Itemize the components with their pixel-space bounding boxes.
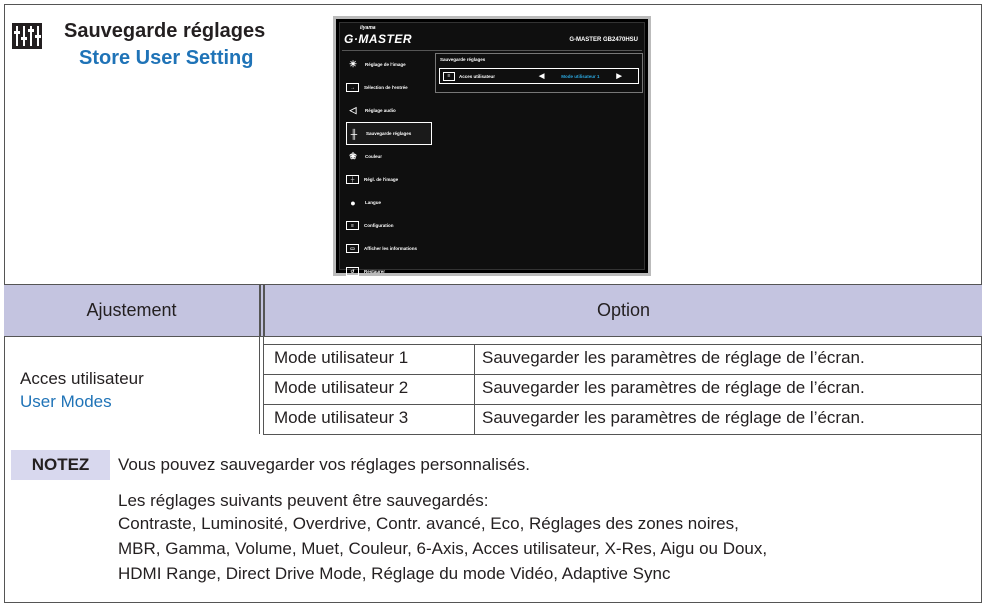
osd-submenu-row[interactable] [439, 68, 639, 84]
restore-icon: ↺ [346, 267, 359, 276]
osd-menu-item[interactable]: ┼ Régl. de l'image [346, 168, 432, 191]
note-line: HDMI Range, Direct Drive Mode, Réglage du mode Vidéo, Adaptive Sync [118, 564, 671, 583]
osd-menu-item[interactable]: ● Langue [346, 191, 432, 214]
osd-menu-item[interactable]: ↺ Restaurer [346, 260, 432, 283]
table-row-option: Mode utilisateur 2 [274, 378, 409, 397]
osd-brand-logo: G·MASTER [344, 32, 412, 46]
brightness-icon: ☀ [348, 59, 358, 69]
arrow-left-icon[interactable]: ◀ [539, 73, 545, 80]
osd-menu [346, 53, 432, 283]
arrow-right-icon[interactable]: ▶ [616, 73, 622, 80]
osd-divider [342, 50, 642, 51]
table-header [4, 285, 982, 336]
table-row-option: Mode utilisateur 1 [274, 348, 409, 367]
info-icon: ▭ [346, 244, 359, 253]
user-mode-icon: ≡ [443, 72, 455, 81]
divider [4, 336, 982, 337]
note-badge: NOTEZ [11, 450, 110, 480]
note-line: Vous pouvez sauvegarder vos réglages personnalisés. [118, 455, 531, 474]
page-title: Sauvegarde réglages [64, 20, 266, 42]
image-adjust-icon: ┼ [346, 175, 359, 184]
osd-submenu-value: Mode utilisateur 1 [561, 73, 600, 79]
osd-menu-item[interactable]: ☀ Réglage de l'image [346, 53, 432, 76]
osd-menu-item[interactable]: ≡ Configuration [346, 214, 432, 237]
divider [263, 434, 982, 435]
osd-brand-small: iiyama [360, 25, 376, 31]
divider [263, 374, 982, 375]
speaker-icon: ◁ [349, 105, 357, 115]
divider [263, 404, 982, 405]
page-subtitle: Store User Setting [79, 47, 254, 69]
note-line: Les réglages suivants peuvent être sauvegardés: [118, 491, 489, 510]
adjust-label-en: User Modes [20, 392, 112, 411]
note-line: Contraste, Luminosité, Overdrive, Contr. avancé, Eco, Réglages des zones noires, [118, 514, 739, 533]
sliders-icon: ╫ [350, 128, 358, 139]
osd-submenu-item-label: Acces utilisateur [459, 73, 496, 79]
osd-menu-item-active[interactable]: ╫ Sauvegarde réglages [346, 122, 432, 145]
osd-submenu [435, 53, 643, 93]
store-settings-sliders-icon [12, 23, 42, 49]
adjust-label-fr: Acces utilisateur [20, 369, 144, 388]
table-row-desc: Sauvegarder les paramètres de réglage de l’écran. [482, 408, 865, 427]
table-row-option: Mode utilisateur 3 [274, 408, 409, 427]
color-icon: ❀ [349, 151, 357, 161]
divider [259, 285, 261, 336]
table-row-desc: Sauvegarder les paramètres de réglage de l’écran. [482, 348, 865, 367]
osd-submenu-title: Sauvegarde réglages [440, 57, 486, 62]
table-row-desc: Sauvegarder les paramètres de réglage de l’écran. [482, 378, 865, 397]
note-line: MBR, Gamma, Volume, Muet, Couleur, 6-Axis, Acces utilisateur, X-Res, Aigu ou Doux, [118, 539, 768, 558]
osd-screenshot [333, 16, 651, 276]
divider [474, 344, 475, 434]
osd-menu-item[interactable]: ◁ Réglage audio [346, 99, 432, 122]
header-adjust: Ajustement [86, 300, 177, 320]
divider [259, 337, 260, 434]
configuration-icon: ≡ [346, 221, 359, 230]
header-option: Option [596, 300, 651, 320]
input-icon: → [346, 83, 359, 92]
globe-icon: ● [350, 197, 356, 208]
osd-menu-item[interactable]: ▭ Afficher les informations [346, 237, 432, 260]
divider [263, 344, 982, 345]
divider [263, 337, 264, 434]
osd-menu-item[interactable]: → Sélection de l'entrée [346, 76, 432, 99]
osd-model-name: G-MASTER GB2470HSU [569, 37, 638, 43]
osd-menu-item[interactable]: ❀ Couleur [346, 145, 432, 168]
